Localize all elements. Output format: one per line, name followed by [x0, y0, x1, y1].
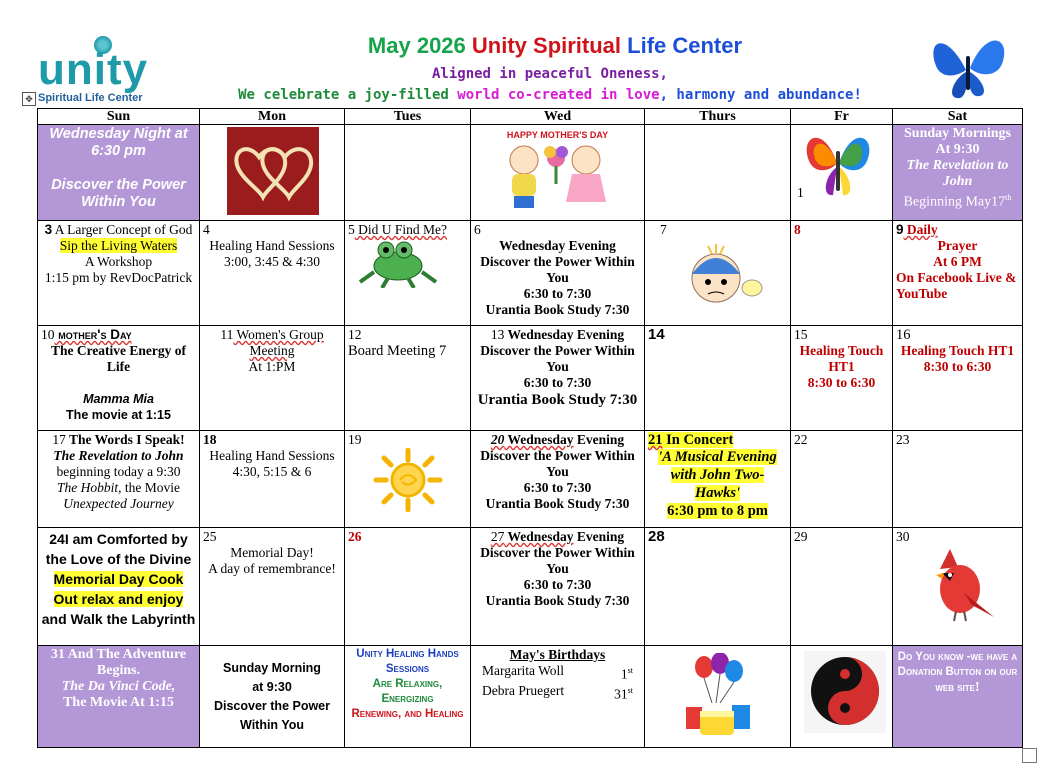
cell-week5-thu — [645, 528, 791, 646]
beginning-notice — [896, 190, 1019, 211]
rainbow-butterfly-icon — [803, 127, 873, 203]
logo-word: unity — [38, 45, 149, 94]
day-number-15: 15 — [794, 327, 808, 342]
relaxing-energizing: Are Relaxing, Energizing — [372, 678, 443, 705]
healing-touch-15: Healing Touch HT1 — [799, 343, 884, 374]
cell-week5-fri — [791, 528, 893, 646]
womens-group-text: Women's Group Meeting — [233, 327, 324, 358]
weekday-tue: Tues — [345, 109, 471, 125]
sip-living-waters — [41, 238, 196, 254]
wed-27-word: Wednesday — [504, 529, 574, 544]
cell-week5-sun — [38, 528, 200, 646]
cell-week6-tue — [345, 646, 471, 748]
day-number-22: 22 — [794, 432, 808, 447]
wed-evening-13-text: Wednesday Evening — [504, 327, 625, 342]
healing-touch-15-time: 8:30 to 6:30 — [807, 375, 876, 390]
larger-concept-title — [41, 222, 196, 238]
cell-week6-sun — [38, 646, 200, 748]
cell-week3-sat — [893, 326, 1023, 431]
tagline-2 — [0, 87, 1048, 103]
sunday-morning-time: at 9:30 — [252, 679, 292, 694]
cell-week2-fri — [791, 221, 893, 326]
week-row-5 — [38, 528, 1023, 646]
healing-hand-sessions: Healing Hand Sessions — [209, 238, 335, 253]
facebook-live: On Facebook Live & — [896, 270, 1017, 285]
donation-notice: Do You know -we have a Donation Button on our web site — [897, 651, 1018, 694]
discover-27: Discover the Power Within You — [480, 545, 635, 576]
cell-week2-tue — [345, 221, 471, 326]
day-number-21: 21 — [648, 432, 663, 448]
revelation-notice: The Revelation to John — [906, 158, 1009, 189]
day-number-11: 11 — [220, 327, 234, 342]
unexpected-journey: Unexpected Journey — [63, 496, 174, 511]
logo-subtitle: Spiritual Life Center — [38, 92, 143, 104]
day-number-6: 6 — [474, 222, 481, 237]
healing-hands-title: Unity Healing Hands Sessions — [356, 648, 459, 675]
day-number-12: 12 — [348, 327, 362, 342]
urantia-20: Urantia Book Study 7:30 — [485, 496, 630, 511]
title-spiritual: Spiritual — [533, 33, 622, 58]
blue-butterfly-icon — [926, 30, 1010, 106]
cookout-text: Memorial Day Cook Out relax and enjoy — [53, 571, 184, 607]
sunday-mornings-notice: Sunday Mornings At 9:30 — [904, 126, 1011, 157]
day-number-26: 26 — [348, 529, 362, 544]
title-life-center: Life Center — [621, 33, 743, 58]
cardinal-icon — [920, 545, 1000, 625]
cell-week1-sat — [893, 125, 1023, 221]
thinking-boy-icon — [678, 238, 764, 310]
day-number-28: 28 — [648, 528, 665, 545]
mothers-day-kids-icon — [482, 140, 632, 214]
sunday-morning: Sunday Morning — [223, 660, 321, 675]
day-number-8: 8 — [794, 222, 801, 237]
hobbit-movie: , the Movie — [118, 480, 180, 495]
cell-week6-mon — [200, 646, 345, 748]
daily-prayer-title — [896, 222, 1019, 238]
comforted-line — [41, 529, 196, 569]
birthday-name: Debra Pruegert — [482, 682, 565, 698]
cell-week1-sun — [38, 125, 200, 221]
cell-week1-tue — [345, 125, 471, 221]
cell-week5-sat — [893, 528, 1023, 646]
sun-icon — [372, 448, 444, 512]
day-number-3: 3 — [44, 222, 53, 237]
memorial-day: Memorial Day! — [230, 545, 314, 560]
evening-27-word: Evening — [573, 529, 625, 544]
yin-yang-icon — [804, 651, 886, 733]
birthday-name: Margarita Woll — [482, 663, 565, 678]
larger-concept-text: A Larger Concept of God — [52, 222, 193, 237]
youtube: YouTube — [896, 286, 948, 301]
week-row-6 — [38, 646, 1023, 748]
words-i-speak — [41, 432, 196, 448]
birthdays-title: May's Birthdays — [509, 647, 606, 662]
cell-week4-sun — [38, 431, 200, 528]
week-row-3 — [38, 326, 1023, 431]
calendar-header — [0, 0, 1048, 108]
weekday-sun: Sun — [38, 109, 200, 125]
prayer-time: At 6 PM — [933, 254, 982, 269]
frog-icon — [358, 238, 438, 288]
concert-time — [648, 502, 787, 520]
did-u-find-me — [348, 222, 467, 238]
musical-evening-text: 'A Musical Evening with John Two-Hawks' — [658, 449, 777, 501]
birthday-suffix: st — [627, 666, 633, 675]
wed-evening-discover: Wednesday Evening Discover the Power Within You — [480, 238, 635, 285]
cell-week3-thu — [645, 326, 791, 431]
urantia-27: Urantia Book Study 7:30 — [485, 593, 630, 608]
da-vinci-code: The Da Vinci Code, — [61, 679, 176, 694]
page-title — [0, 33, 1048, 59]
wed-20-word: Wednesday — [504, 432, 574, 447]
day-number-4: 4 — [203, 222, 210, 237]
weekday-thu: Thurs — [645, 109, 791, 125]
day-of-remembrance: A day of remembrance! — [208, 561, 336, 576]
hobbit-line — [41, 480, 196, 496]
board-meeting: Board Meeting 7 — [348, 343, 447, 359]
cell-week2-mon — [200, 221, 345, 326]
wed-evening-20 — [474, 432, 641, 448]
discover-20: Discover the Power Within You — [480, 448, 635, 479]
day-number-14: 14 — [648, 326, 665, 343]
movie-time: The Movie At 1:15 — [63, 695, 174, 710]
cell-week5-wed — [471, 528, 645, 646]
cell-week3-fri — [791, 326, 893, 431]
in-concert-title — [648, 432, 787, 448]
musical-evening — [648, 448, 787, 502]
cell-week4-thu — [645, 431, 791, 528]
cell-week2-sun — [38, 221, 200, 326]
cell-week2-thu — [645, 221, 791, 326]
did-u-find-me-text: Did U Find Me? — [354, 222, 447, 237]
day-number-25: 25 — [203, 529, 217, 544]
calendar-grid — [37, 108, 1023, 748]
urantia-study: Urantia Book Study 7:30 — [485, 302, 630, 317]
mothers-day-banner: HAPPY MOTHER'S DAY — [506, 130, 609, 140]
in-concert-text: In Concert — [662, 432, 734, 448]
weekday-wed: Wed — [471, 109, 645, 125]
cell-week4-mon — [200, 431, 345, 528]
cell-week2-sat — [893, 221, 1023, 326]
adventure-begins: 31 And The Adventure Begins. — [50, 647, 187, 678]
creative-energy: The Creative Energy of Life — [50, 343, 187, 374]
page-corner-marker-icon — [1022, 748, 1037, 763]
day-number-13: 13 — [490, 327, 505, 342]
beginning-text: Beginning May17 — [903, 194, 1006, 210]
day-number-18: 18 — [203, 432, 217, 447]
discover-power-notice: Discover the Power Within You — [51, 177, 186, 210]
wed-evening-13 — [474, 327, 641, 343]
day-number-30: 30 — [896, 529, 910, 544]
cell-week1-wed — [471, 125, 645, 221]
day-number-17: 17 — [52, 432, 66, 447]
time-20: 6:30 to 7:30 — [523, 480, 592, 495]
day-number-5: 5 — [348, 222, 355, 237]
discover-13: Discover the Power Within You — [480, 343, 635, 374]
mamma-mia: Mamma Mia — [83, 392, 154, 406]
cell-week4-sat — [893, 431, 1023, 528]
day-number-29: 29 — [794, 529, 808, 544]
time-27: 6:30 to 7:30 — [523, 577, 592, 592]
day-number-10: 10 — [41, 327, 55, 342]
day-number-27: 27 — [490, 529, 505, 544]
week-row-1 — [38, 125, 1023, 221]
cell-week6-sat — [893, 646, 1023, 748]
birthday-day-wrap — [614, 683, 633, 703]
beginning-today: beginning today a 9:30 — [56, 464, 181, 479]
healing-touch-16: Healing Touch HT1 — [900, 343, 1015, 358]
within-you: Within You — [240, 717, 304, 732]
wed-evening-27 — [474, 529, 641, 545]
mamma-mia-time: The movie at 1:15 — [66, 408, 171, 422]
birthday-cake-icon — [682, 653, 752, 741]
evening-20-word: Evening — [573, 432, 625, 447]
mothers-day-label: mother's Day — [54, 327, 132, 342]
cell-week3-wed — [471, 326, 645, 431]
tagline-1: Aligned in peaceful Oneness, — [431, 66, 668, 82]
wed-night-notice: Wednesday Night at 6:30 pm — [49, 126, 188, 159]
cell-week2-wed — [471, 221, 645, 326]
weekday-mon: Mon — [200, 109, 345, 125]
mothers-day-title — [41, 327, 196, 343]
birthday-suffix: st — [627, 685, 633, 695]
workshop-label: A Workshop — [84, 254, 153, 269]
weekday-sat: Sat — [893, 109, 1023, 125]
day-number-19: 19 — [348, 432, 362, 447]
cell-week1-fri — [791, 125, 893, 221]
week-row-4 — [38, 431, 1023, 528]
birthday-day-wrap — [621, 663, 633, 683]
tagline-2-a: We celebrate a joy-filled — [238, 87, 458, 103]
day-number-16: 16 — [896, 327, 911, 343]
hobbit-title: The Hobbit — [56, 480, 119, 495]
day-number-20: 20 — [490, 432, 505, 447]
cell-week3-tue — [345, 326, 471, 431]
healing-hand-times: 3:00, 3:45 & 4:30 — [223, 254, 320, 269]
wed-evening-time: 6:30 to 7:30 — [523, 286, 592, 301]
weekday-fri: Fr — [791, 109, 893, 125]
tagline-2-b: world co-created in love — [457, 87, 660, 103]
birthday-row-1 — [474, 663, 641, 683]
birthday-day: 1 — [620, 666, 628, 682]
title-unity: Unity — [465, 33, 534, 58]
cell-week3-sun — [38, 326, 200, 431]
birthday-row-2 — [474, 683, 641, 703]
day-number-23: 23 — [896, 432, 910, 447]
cell-week4-fri — [791, 431, 893, 528]
day-number-24: 24 — [49, 531, 65, 547]
time-13: 6:30 to 7:30 — [523, 375, 592, 390]
discover-power: Discover the Power — [213, 698, 330, 713]
womens-group — [203, 327, 341, 359]
move-handle-icon[interactable]: ✥ — [22, 92, 36, 106]
weekday-header-row — [38, 109, 1023, 125]
cell-week4-wed — [471, 431, 645, 528]
cell-week5-tue — [345, 528, 471, 646]
week-row-2 — [38, 221, 1023, 326]
comforted-text: I am Comforted by the Love of the Divine — [45, 531, 192, 567]
healing-touch-16-time: 8:30 to 6:30 — [923, 359, 992, 374]
prayer-text: Prayer — [937, 238, 978, 253]
day-number-7: 7 — [660, 222, 667, 237]
beginning-suffix: th — [1005, 193, 1012, 202]
healing-hand-18-times: 4:30, 5:15 & 6 — [232, 464, 312, 479]
cell-week5-mon — [200, 528, 345, 646]
cell-week6-wed — [471, 646, 645, 748]
renewing-healing: Renewing, and Healing — [351, 708, 464, 720]
concert-time-text: 6:30 pm to 8 pm — [667, 503, 768, 519]
cell-week3-mon — [200, 326, 345, 431]
womens-group-time: At 1:PM — [248, 359, 296, 374]
birthday-day: 31 — [614, 686, 628, 701]
cell-week4-tue — [345, 431, 471, 528]
day-number-9: 9 — [896, 222, 904, 237]
tagline-2-c: , harmony and abundance! — [659, 87, 862, 103]
sip-living-waters-text: Sip the Living Waters — [59, 238, 178, 253]
cell-week1-thu — [645, 125, 791, 221]
healing-hand-18: Healing Hand Sessions — [209, 448, 335, 463]
workshop-time: 1:15 pm by RevDocPatrick — [44, 270, 193, 285]
cell-week1-mon — [200, 125, 345, 221]
cookout-line — [41, 569, 196, 629]
revelation-17: The Revelation to John — [53, 448, 184, 463]
hearts-icon — [227, 127, 319, 215]
urantia-13: Urantia Book Study 7:30 — [477, 392, 638, 408]
cell-week6-fri — [791, 646, 893, 748]
labyrinth-text: and Walk the Labyrinth — [41, 611, 196, 627]
donation-exclaim: ! — [974, 680, 980, 695]
words-i-speak-text: The Words I Speak! — [65, 432, 185, 447]
daily-text: Daily — [903, 222, 938, 237]
day-number-1: 1 — [797, 185, 804, 200]
title-date: May 2026 — [367, 33, 466, 58]
cell-week6-thu — [645, 646, 791, 748]
